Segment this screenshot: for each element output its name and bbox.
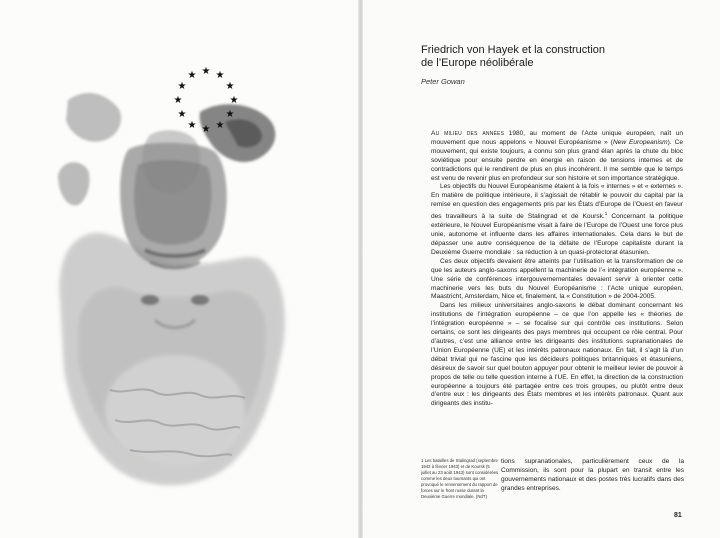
svg-text:★: ★	[215, 70, 225, 81]
paragraph-1	[431, 130, 683, 183]
left-page-illustration	[0, 0, 358, 538]
svg-text:★: ★	[201, 124, 211, 135]
paragraph-2	[431, 183, 683, 257]
page-number: 81	[674, 512, 682, 519]
paragraph-1-text: 1980, au moment de l’Acte unique européen, naît un mouvement que nous appelons « Nouvel Européanisme » (	[431, 130, 684, 146]
svg-text:★: ★	[201, 66, 211, 77]
svg-text:★: ★	[225, 81, 235, 92]
article-title-line-1: Friedrich von Hayek et la construction	[421, 44, 606, 56]
article-author: Peter Gowan	[421, 77, 465, 86]
paragraph-2-rest: Concernant la politique extérieure, le Nouvel Européanisme visait à faire de l’Europe de l’Ouest une force plus unie, autonome et influente dans les affaires internationales. Cela dans le but de dépasser une autre conséquence de la défaite de l’Europe capitaliste durant la Deuxième Guerre mondiale : sa réduction à un quasi-protectorat étasunien.	[431, 213, 683, 256]
article-title	[421, 44, 681, 70]
footnote: 1 Les batailles de Stalingrad (septembre 1942 à février 1943) et de Koursk (5 juillet au 23 août 1943) sont considérées comme les deux tournants qui ont provoqué le renversement du rapport de forces sur le front russe durant la Deuxième Guerre mondiale. (NdT)	[421, 458, 499, 499]
paragraph-3: Ces deux objectifs devaient être atteints par l’utilisation et la transformation de ce que les auteurs anglo-saxons appellent la machinerie de l’« intégration européenne ». Une série de conférences intergouvernementales devaient servir à orienter cette machinerie vers les buts du Nouvel Européanisme : l’Acte unique européen, Maastricht, Amsterdam, Nice et, finalement, la « Constitution » de 2004-2005.	[431, 257, 683, 301]
svg-text:★: ★	[229, 95, 239, 106]
svg-text:★: ★	[177, 109, 187, 120]
paragraph-2-text: Les objectifs du Nouvel Européanisme étaient à la fois « internes » et « externes ». En matière de politique intérieure, il s’agissait de rétablir le pouvoir du capital par la remise en question des engagements pris par les États d’Europe de l’Ouest en faveur des travailleurs à la suite de Stalingrad et de Koursk.	[431, 183, 683, 221]
paragraph-1-lead: Au milieu des années	[431, 130, 505, 137]
paragraph-1-end: ). Ce mouvement, qui existe toujours, a connu son plus grand élan après la chute du bloc soviétique pour ensuite perdre en énergie en raison de tensions internes et de contradictions qui le rendirent de plus en plus incohérent. Il me semble que le temps est venu de revenir plus en profondeur sur son histoire et son importance stratégique.	[431, 138, 683, 182]
ink-wash-portrait-illustration	[0, 0, 358, 538]
footnote-marker: 1	[604, 211, 608, 217]
article-title-line-2: de l’Europe néolibérale	[421, 57, 534, 69]
paragraph-1-italic: New Europeanism	[612, 138, 668, 146]
svg-text:★: ★	[225, 109, 235, 120]
svg-text:★: ★	[215, 120, 225, 131]
svg-text:★: ★	[177, 81, 187, 92]
svg-text:★: ★	[173, 95, 183, 106]
paragraph-4-continuation: tions supranationales, particulièrement ceux de la Commission, ils sont pour la plupart en transit entre les gouvernements nationaux et des postes très lucratifs dans des grandes entreprises.	[501, 458, 684, 492]
article-body	[431, 130, 683, 409]
svg-text:★: ★	[187, 120, 197, 131]
svg-text:★: ★	[187, 70, 197, 81]
paragraph-4: Dans les milieux universitaires anglo-saxons le débat dominant concernant les institutions de l’intégration européenne – ce que l’on appelle les « théories de l’intégration européenne » – se focalise sur qui contrôle ces institutions. Selon certains, ce sont les dirigeants des pays membres qui occupent ce rôle central. Pour d’autres, c’est une alliance entre les dirigeants des institutions supranationales de l’Union Européenne (UE) et les intérêts patronaux nationaux. En fait, il s’agit là d’un débat trivial qui ne fascine que les décideurs politiques britanniques et étasuniens, désireux de savoir sur quel bouton appuyer pour obtenir le meilleur levier de pouvoir à propos de telle ou telle question interne à l’UE. En effet, la direction de la construction européenne a toujours été partagée entre ces trois groupes, ou plutôt entre deux d’entre eux : les dirigeants des États membres et les intérêts patronaux. Quant aux dirigeants des institu-	[431, 302, 683, 408]
right-page-text	[363, 0, 720, 538]
